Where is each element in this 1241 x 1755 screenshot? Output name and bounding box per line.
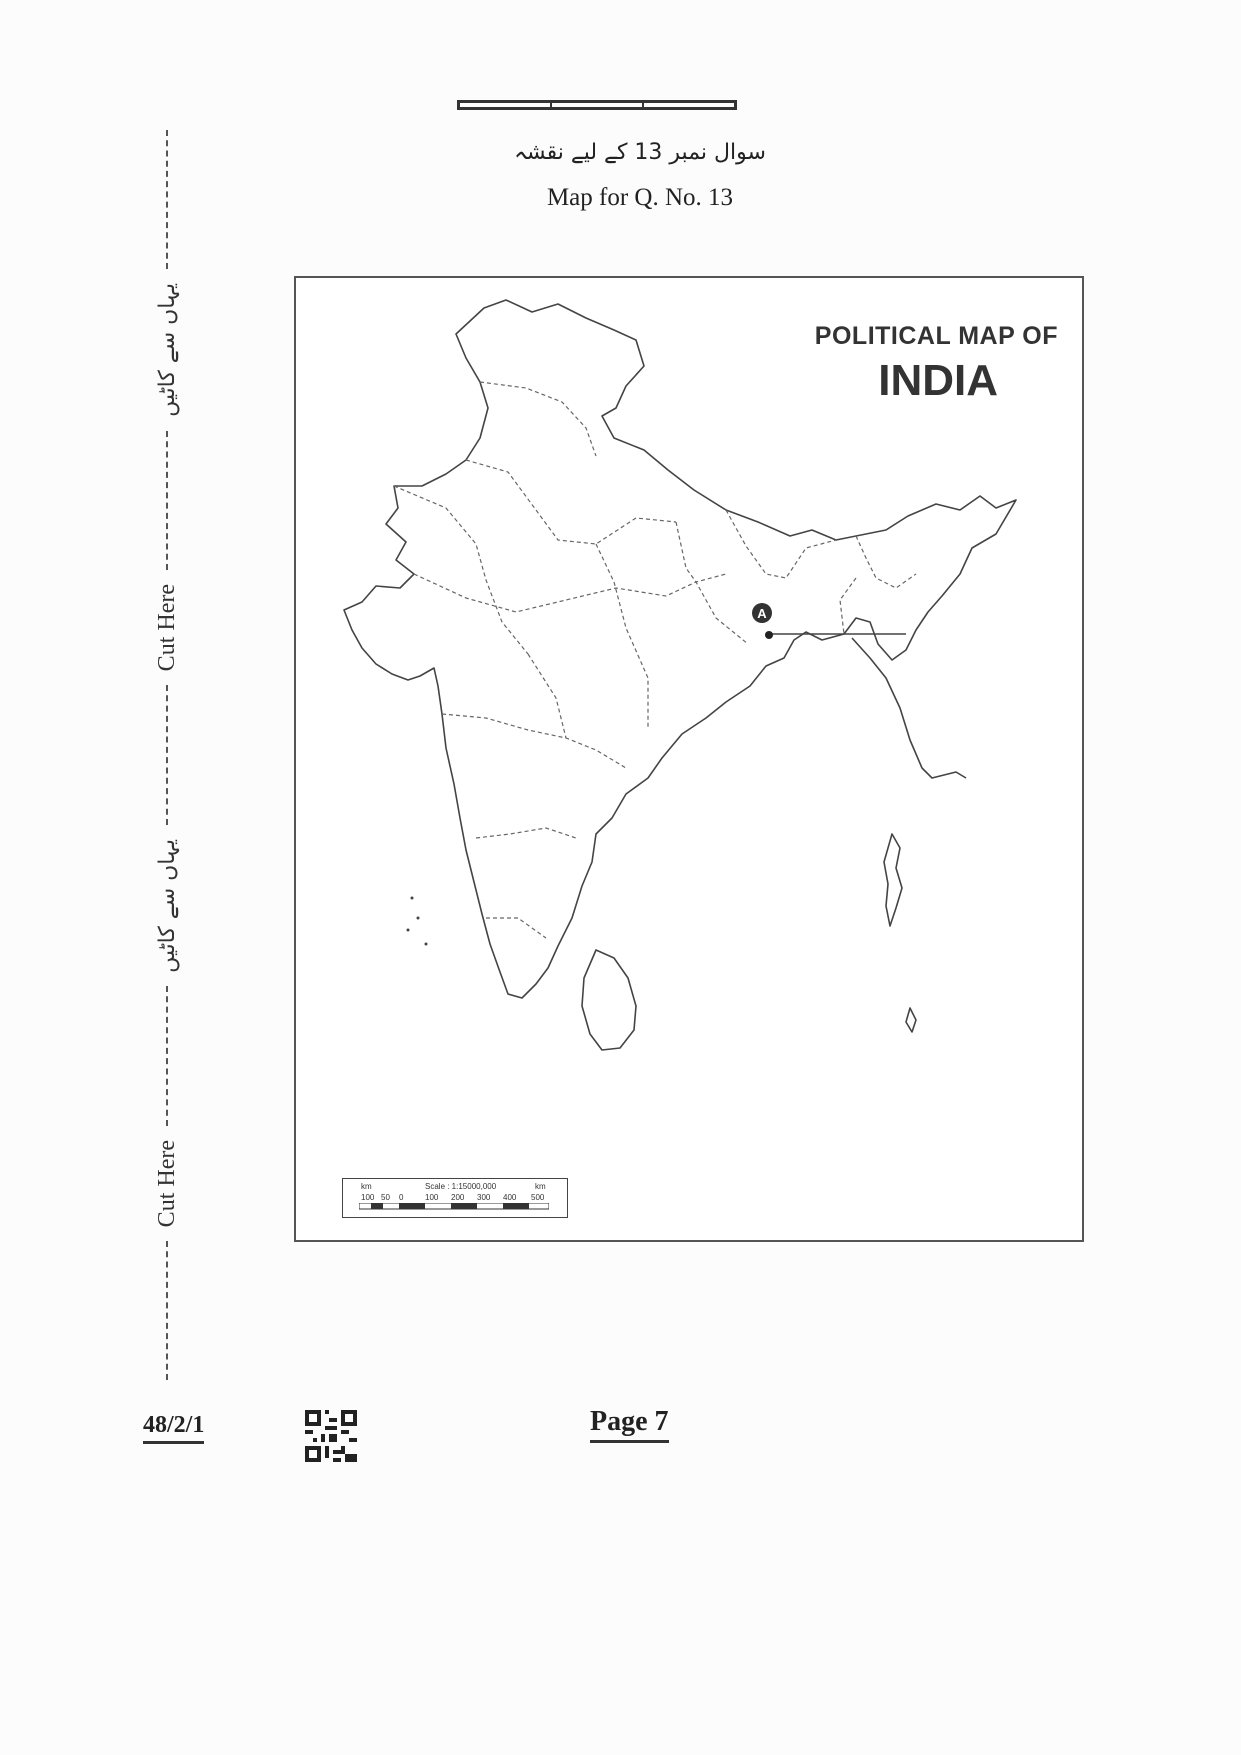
cut-line-dash bbox=[166, 685, 168, 824]
scale-unit-right: km bbox=[535, 1182, 546, 1191]
cut-here-label: Cut Here bbox=[153, 1139, 180, 1227]
state-boundary bbox=[466, 460, 676, 544]
state-boundary bbox=[394, 486, 528, 654]
state-boundary bbox=[856, 536, 916, 588]
scale-tick: 300 bbox=[477, 1193, 491, 1202]
eastern-coast-outline bbox=[852, 638, 966, 778]
state-boundary bbox=[480, 382, 596, 456]
state-boundary bbox=[476, 828, 576, 838]
scale-tick: 200 bbox=[451, 1193, 465, 1202]
scale-bar-graphic bbox=[359, 1203, 549, 1211]
map-question-title-urdu: سوال نمبر 13 کے لیے نقشہ bbox=[514, 140, 766, 165]
cut-line-dash bbox=[166, 130, 168, 269]
state-boundary bbox=[486, 918, 546, 938]
scale-tick: 500 bbox=[531, 1193, 545, 1202]
state-boundary bbox=[442, 714, 626, 768]
qr-code-icon bbox=[305, 1410, 357, 1462]
map-question-title: Map for Q. No. 13 bbox=[546, 184, 734, 211]
state-boundary bbox=[528, 654, 566, 738]
scale-tick: 100 bbox=[361, 1193, 375, 1202]
andaman-islands-outline bbox=[884, 834, 902, 926]
map-title: POLITICAL MAP OF bbox=[814, 322, 1058, 350]
cut-line-dash bbox=[166, 1241, 168, 1380]
state-boundary bbox=[414, 574, 726, 612]
cut-line-dash bbox=[166, 986, 168, 1125]
state-boundary bbox=[676, 522, 748, 644]
map-frame bbox=[294, 276, 1084, 1242]
scale-tick: 50 bbox=[381, 1193, 390, 1202]
scale-tick: 400 bbox=[503, 1193, 517, 1202]
cut-here-urdu-label: یہاں سے کاٹیں bbox=[154, 283, 180, 417]
scale-tick: 100 bbox=[425, 1193, 439, 1202]
nicobar-islands-outline bbox=[906, 1008, 916, 1032]
scale-tick: 0 bbox=[399, 1193, 404, 1202]
cut-here-label: Cut Here bbox=[153, 584, 180, 672]
state-boundary bbox=[840, 578, 856, 634]
map-title-country: INDIA bbox=[878, 356, 998, 405]
scale-bar bbox=[342, 1178, 568, 1218]
marker-a-label: A bbox=[757, 606, 767, 621]
paper-code: 48/2/1 bbox=[143, 1412, 204, 1444]
india-outline-map bbox=[296, 278, 1082, 1240]
sri-lanka-outline bbox=[582, 950, 636, 1050]
top-bar bbox=[457, 100, 737, 110]
scale-text: Scale : 1:15000,000 bbox=[425, 1182, 497, 1191]
state-boundary bbox=[596, 544, 648, 728]
state-boundary bbox=[726, 510, 836, 578]
page-number: Page 7 bbox=[590, 1406, 669, 1443]
cut-line bbox=[152, 130, 182, 1380]
cut-line-dash bbox=[166, 431, 168, 570]
scale-unit-left: km bbox=[361, 1182, 372, 1191]
cut-here-urdu-label: یہاں سے کاٹیں bbox=[154, 838, 180, 973]
kolkata-dot bbox=[765, 631, 773, 639]
